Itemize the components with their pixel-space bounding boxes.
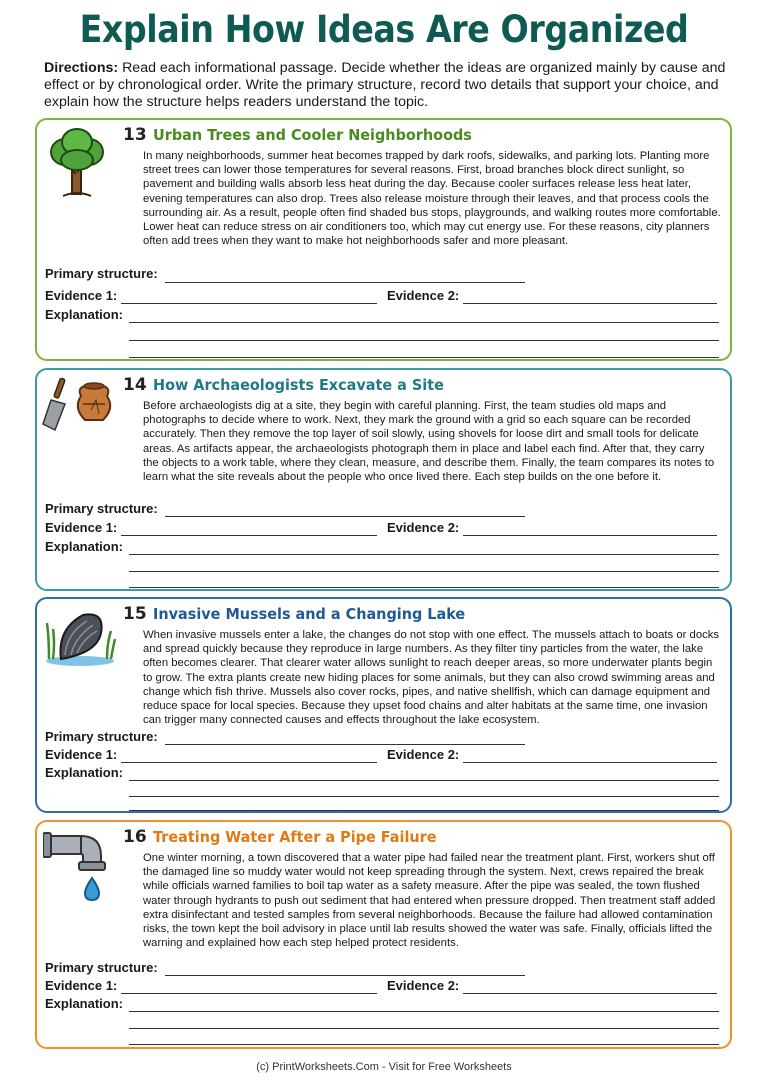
passage-number: 14 [123, 375, 147, 395]
trowel-pottery-icon [41, 374, 117, 436]
passage-card-13 [35, 118, 732, 361]
primary-structure-line[interactable] [165, 744, 525, 745]
tree-icon [45, 126, 109, 198]
primary-structure-line[interactable] [165, 282, 525, 283]
primary-structure-label: Primary structure: [45, 501, 158, 516]
passage-text-15: When invasive mussels enter a lake, the changes do not stop with one effect. The mussels attach to boats or docks and spread quickly because they reproduce in large numbers. As they filter tiny particles from the water, the lake often becomes clearer. That clearer water allows sunlight to reach deeper areas, so more underwater plants begin to grow. The extra plants create new hiding places for some animals, but they can also crowd swimming areas and change which fish thrive. Mussels also cover rocks, pipes, and native shellfish, which can damage equipment and reduce space for local species. Because they upset food chains and alter habitats at the same time, one invasion can trigger many connected causes and effects throughout the lake ecosystem. [143, 629, 720, 727]
explanation-line-1[interactable] [129, 1011, 719, 1012]
explanation-line-2[interactable] [129, 1028, 719, 1029]
dripping-pipe-icon [43, 830, 111, 906]
explanation-line-3[interactable] [129, 587, 719, 588]
directions [44, 60, 734, 110]
passage-heading: Invasive Mussels and a Changing Lake [152, 605, 465, 623]
directions-label: Directions: [44, 60, 119, 76]
explanation-line-3[interactable] [129, 357, 719, 358]
passage-heading: How Archaeologists Excavate a Site [152, 376, 444, 394]
evidence-2-label: Evidence 2: [387, 520, 460, 535]
explanation-label: Explanation: [45, 996, 124, 1011]
passage-text-14: Before archaeologists dig at a site, they begin with careful planning. First, the team studies old maps and photographs to decide where to work. Next, they mark the ground with a grid so each square can be recorded accurately. Then they remove the top layer of soil slowly, using shovels for loose dirt and small tools for delicate areas. As artifacts appear, the archaeologists photograph them in place and label each find. After that, they carry the objects to a work table, where they clean, measure, and describe them. Finally, the team compares its notes to learn what the site reveals about the people who once lived there. Each step builds on the one before it. [143, 400, 715, 484]
passage-card-16 [35, 820, 732, 1049]
explanation-label: Explanation: [45, 765, 124, 780]
passage-card-15 [35, 597, 732, 813]
evidence-1-line[interactable] [121, 762, 377, 763]
explanation-line-2[interactable] [129, 340, 719, 341]
passage-title-13 [123, 125, 496, 145]
passage-number: 13 [123, 125, 147, 145]
evidence-1-label: Evidence 1: [45, 520, 118, 535]
mussel-icon [43, 609, 117, 669]
primary-structure-label: Primary structure: [45, 960, 158, 975]
evidence-1-line[interactable] [121, 993, 377, 994]
explanation-line-1[interactable] [129, 554, 719, 555]
footer-credit: (c) PrintWorksheets.Com - Visit for Free Worksheets [256, 1061, 512, 1073]
explanation-label: Explanation: [45, 307, 124, 322]
passage-number: 16 [123, 827, 147, 847]
explanation-label: Explanation: [45, 539, 124, 554]
evidence-1-line[interactable] [121, 535, 377, 536]
evidence-1-line[interactable] [121, 303, 377, 304]
page-title: Explain How Ideas Are Organized [79, 8, 689, 51]
primary-structure-line[interactable] [165, 975, 525, 976]
evidence-2-label: Evidence 2: [387, 288, 460, 303]
primary-structure-label: Primary structure: [45, 729, 158, 744]
evidence-1-label: Evidence 1: [45, 747, 118, 762]
passage-heading: Treating Water After a Pipe Failure [152, 828, 437, 846]
passage-card-14 [35, 368, 732, 591]
directions-text: Read each informational passage. Decide whether the ideas are organized mainly by cause and effect or by chronological order. Write the primary structure, record two details that support your choice, and explain how the structure helps readers understand the topic. [44, 60, 726, 110]
passage-number: 15 [123, 604, 147, 624]
explanation-line-1[interactable] [129, 322, 719, 323]
explanation-line-2[interactable] [129, 796, 719, 797]
passage-title-15 [123, 604, 488, 624]
primary-structure-label: Primary structure: [45, 266, 158, 281]
explanation-line-3[interactable] [129, 810, 719, 811]
primary-structure-line[interactable] [165, 516, 525, 517]
passage-heading: Urban Trees and Cooler Neighborhoods [152, 126, 472, 144]
evidence-2-line[interactable] [463, 762, 717, 763]
evidence-2-line[interactable] [463, 535, 717, 536]
evidence-2-label: Evidence 2: [387, 978, 460, 993]
explanation-line-2[interactable] [129, 571, 719, 572]
explanation-line-3[interactable] [129, 1044, 719, 1045]
evidence-2-label: Evidence 2: [387, 747, 460, 762]
passage-title-14 [123, 375, 466, 395]
passage-text-13: In many neighborhoods, summer heat becomes trapped by dark roofs, sidewalks, and parking lots. Planting more street trees can lower those temperatures for several reasons. First, broad branches block direct sunlight, so pavement and building walls absorb less heat during the day. Because cooler surfaces release less heat later, evening temperatures can also drop. Trees also release moisture through their leaves, and that process cools the surrounding air. As a result, people often find shaded bus stops, playgrounds, and walking routes more comfortable. Lower heat can reduce stress on air conditioners too, which may cut energy use. For these reasons, city planners often add trees when they want to make hot neighborhoods safer and more pleasant. [143, 150, 721, 248]
evidence-1-label: Evidence 1: [45, 288, 118, 303]
passage-text-16: One winter morning, a town discovered that a water pipe had failed near the treatment plant. First, workers shut off the damaged line so muddy water would not keep spreading through the system. Next, crews repaired the break while officials warned families to boil tap water as a safety measure. After the pipe was sealed, the town flushed water through hydrants to push out sediment that had entered when pressure dropped. Then treatment staff added extra disinfectant and tested samples from several neighborhoods. Because the failure had allowed contamination risks, the town kept the boil advisory in place until lab results showed the water was safe. Finally, officials lifted the warning and explained how each step helped protect residents. [143, 852, 716, 950]
evidence-2-line[interactable] [463, 993, 717, 994]
evidence-1-label: Evidence 1: [45, 978, 118, 993]
passage-title-16 [123, 827, 458, 847]
evidence-2-line[interactable] [463, 303, 717, 304]
explanation-line-1[interactable] [129, 780, 719, 781]
